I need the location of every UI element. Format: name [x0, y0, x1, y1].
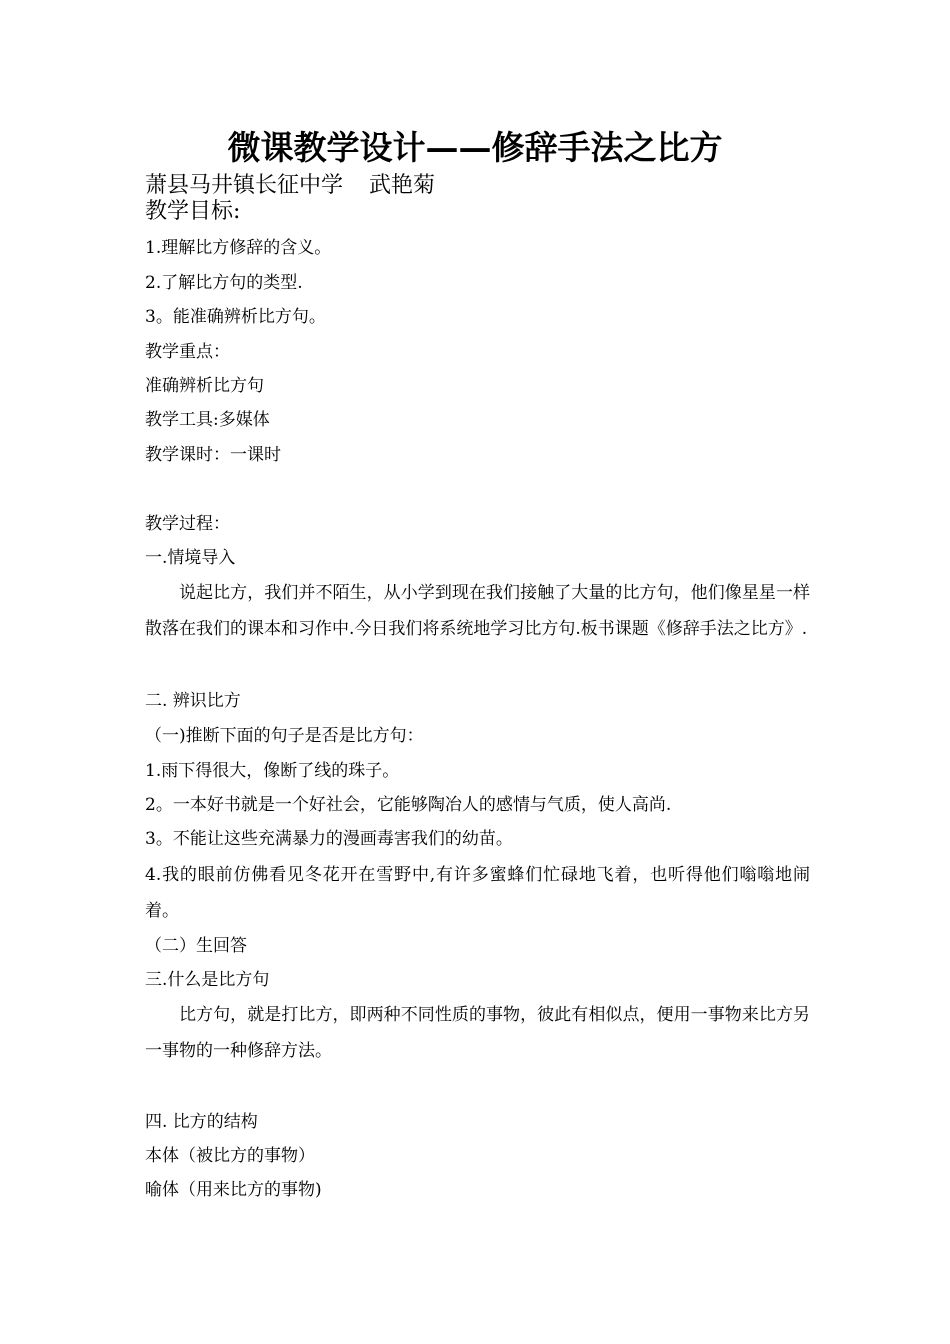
document-title: 微课教学设计——修辞手法之比方	[227, 128, 723, 167]
author-line	[145, 172, 435, 200]
section1-paragraph: 说起比方，我们并不陌生，从小学到现在我们接触了大量的比方句，他们像星星一样散落在我们的课本和习作中.今日我们将系统地学习比方句.板书课题《修辞手法之比方》.	[145, 583, 810, 639]
structure-item: 喻体（用来比方的事物)	[145, 1180, 322, 1200]
process-heading: 教学过程：	[145, 514, 230, 534]
objective-item: 1.理解比方修辞的含义。	[145, 238, 332, 258]
section2-subheading: （一)推断下面的句子是否是比方句：	[145, 726, 424, 746]
key-point: 准确辨析比方句	[145, 376, 264, 396]
example-sentence: 2。一本好书就是一个好社会，它能够陶冶人的感情与气质，使人高尚.	[145, 795, 672, 815]
school-name: 萧县马井镇长征中学	[145, 173, 344, 198]
section3-paragraph: 比方句，就是打比方，即两种不同性质的事物，彼此有相似点，便用一事物来比方另一事物的一种修辞方法。	[145, 1005, 810, 1061]
teaching-tools: 教学工具:多媒体	[145, 410, 270, 430]
example-sentence: 1.雨下得很大，像断了线的珠子。	[145, 761, 400, 781]
example-sentence: 3。不能让这些充满暴力的漫画毒害我们的幼苗。	[145, 829, 513, 849]
objective-item: 2.了解比方句的类型.	[145, 273, 303, 293]
section-heading: 四. 比方的结构	[145, 1112, 258, 1132]
key-point-heading: 教学重点：	[145, 342, 230, 362]
section-heading: 一.情境导入	[145, 548, 236, 568]
objectives-heading: 教学目标:	[145, 199, 241, 224]
structure-item: 本体（被比方的事物）	[145, 1146, 315, 1166]
teaching-hours: 教学课时：一课时	[145, 445, 281, 465]
section-heading: 三.什么是比方句	[145, 970, 270, 990]
objective-item: 3。能准确辨析比方句。	[145, 307, 326, 327]
section2-subheading: （二）生回答	[145, 936, 247, 956]
author-name: 武艳菊	[369, 173, 436, 198]
section-heading: 二. 辨识比方	[145, 691, 241, 711]
example-sentence: 4.我的眼前仿佛看见冬花开在雪野中,有许多蜜蜂们忙碌地飞着，也听得他们嗡嗡地闹着。	[145, 865, 810, 921]
